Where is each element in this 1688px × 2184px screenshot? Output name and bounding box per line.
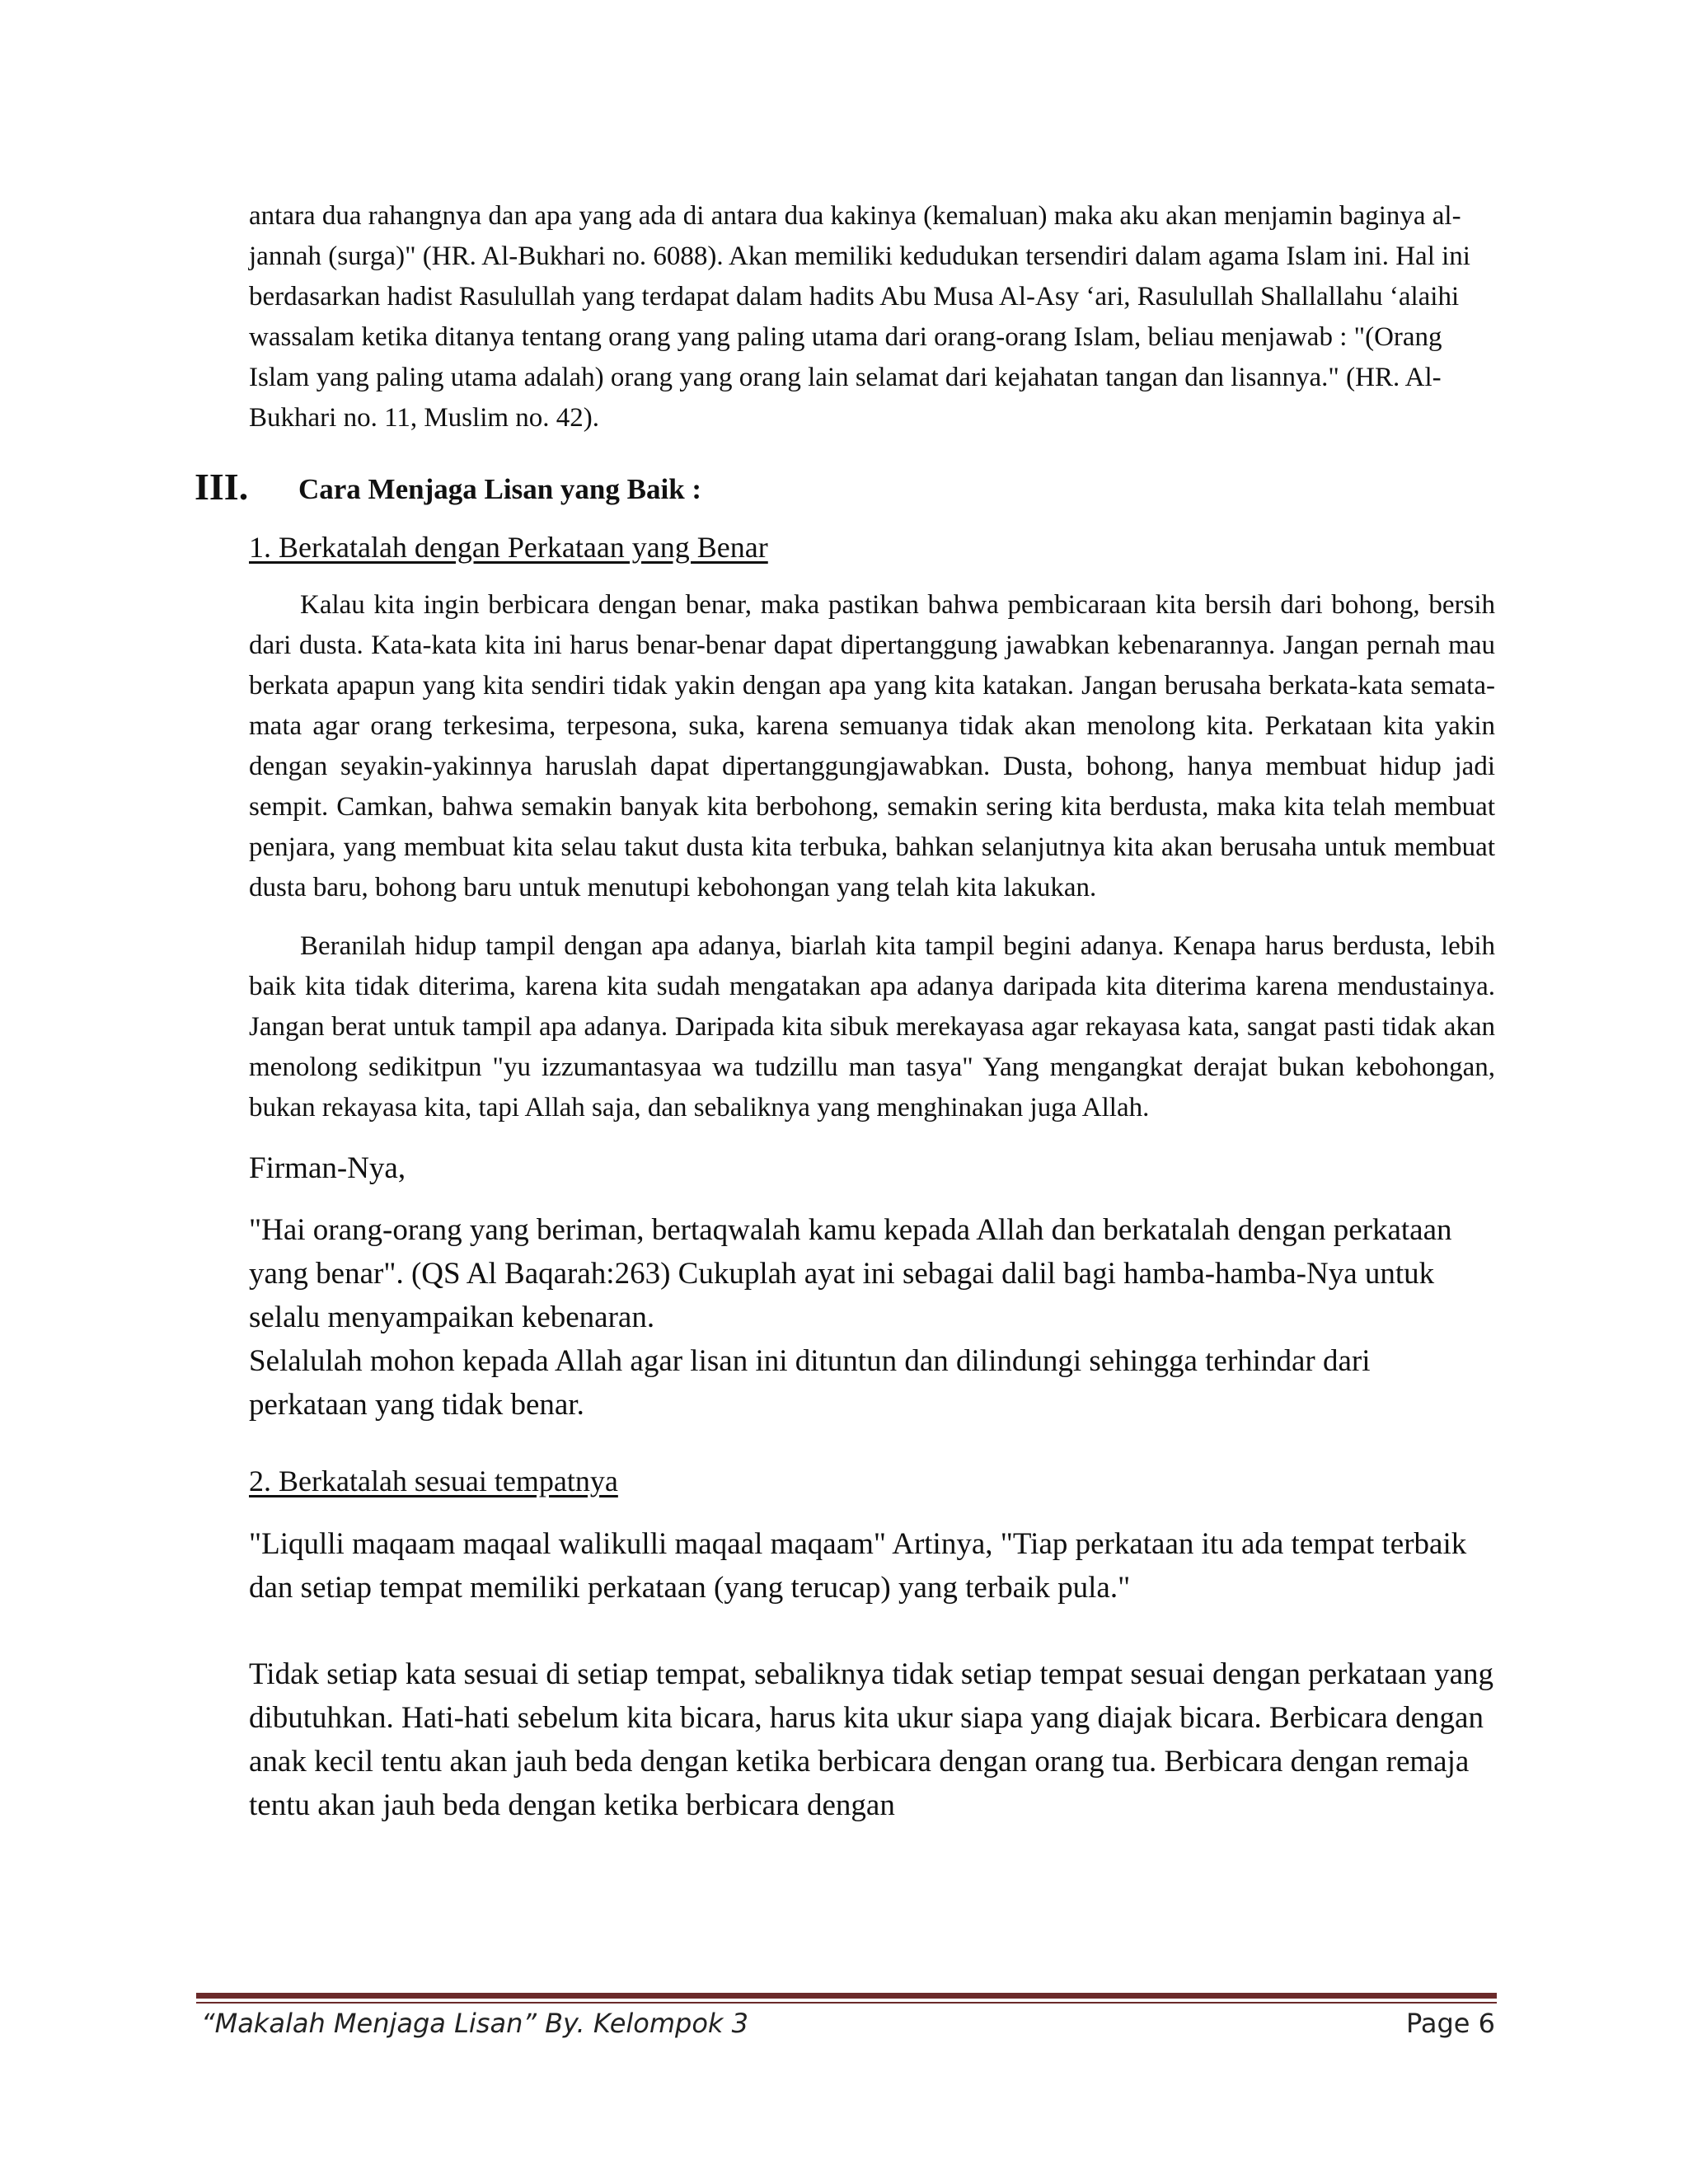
footer-rule-thick <box>196 1993 1497 1999</box>
section-heading <box>195 466 1495 521</box>
page-number: Page 6 <box>1406 2008 1495 2039</box>
footer-rule-thin <box>196 2002 1497 2004</box>
section-number: III. <box>195 466 249 508</box>
firman-line: Firman-Nya, <box>249 1151 406 1185</box>
footer-title: “Makalah Menjaga Lisan” By. Kelompok 3 <box>201 2008 748 2039</box>
page-content <box>195 196 1495 1827</box>
subsection-2-paragraph: Tidak setiap kata sesuai di setiap tempat, sebaliknya tidak setiap tempat sesuai dengan perkataan yang dibutuhkan. Hati-hati sebelum kita bicara, harus kita ukur siapa yang diajak bicara. Berbicara dengan anak kecil tentu akan jauh beda dengan ketika berbicara dengan orang tua. Berbicara dengan remaja tentu akan jauh beda dengan ketika berbicara dengan <box>249 1657 1494 1822</box>
prayer-paragraph: Selalulah mohon kepada Allah agar lisan ini dituntun dan dilindungi sehingga terhindar dari perkataan yang tidak benar. <box>249 1344 1371 1422</box>
subsection-1-paragraph-2: Beranilah hidup tampil dengan apa adanya, biarlah kita tampil begini adanya. Kenapa harus berdusta, lebih baik kita tidak diterima, karena kita sudah mengatakan apa adanya daripada kita diterima karena mendustainya. Jangan berat untuk tampil apa adanya. Daripada kita sibuk merekayasa agar rekayasa kata, sangat pasti tidak akan menolong sedikitpun "yu izzumantasyaa wa tudzillu man tasya" Yang mengangkat derajat bukan kebohongan, bukan rekayasa kita, tapi Allah saja, dan sebaliknya yang menghinakan juga Allah. <box>249 931 1495 1122</box>
subsection-2-proverb: "Liqulli maqaam maqaal walikulli maqaal maqaam" Artinya, "Tiap perkataan itu ada tempat terbaik dan setiap tempat memiliki perkataan (yang terucap) yang terbaik pula." <box>249 1527 1467 1605</box>
intro-paragraph: antara dua rahangnya dan apa yang ada di antara dua kakinya (kemaluan) maka aku akan menjamin baginya al-jannah (surga)" (HR. Al-Bukhari no. 6088). Akan memiliki kedudukan tersendiri dalam agama Islam ini. Hal ini berdasarkan hadist Rasulullah yang terdapat dalam hadits Abu Musa Al-Asy ‘ari, Rasulullah Shallallahu ‘alaihi wassalam ketika ditanya tentang orang yang paling utama dari orang-orang Islam, beliau menjawab : "(Orang Islam yang paling utama adalah) orang yang orang lain selamat dari kejahatan tangan dan lisannya." (HR. Al-Bukhari no. 11, Muslim no. 42). <box>249 201 1470 433</box>
section-title: Cara Menjaga Lisan yang Baik : <box>298 473 702 505</box>
quran-quote: "Hai orang-orang yang beriman, bertaqwalah kamu kepada Allah dan berkatalah dengan perkataan yang benar". (QS Al Baqarah:263) Cukuplah ayat ini sebagai dalil bagi hamba-hamba-Nya untuk selalu menyampaikan kebenaran. <box>249 1213 1452 1334</box>
subsection-1-paragraph-1: Kalau kita ingin berbicara dengan benar, maka pastikan bahwa pembicaraan kita bersih dari bohong, bersih dari dusta. Kata-kata kita ini harus benar-benar dapat dipertanggung jawabkan kebenarannya. Jangan pernah mau berkata apapun yang kita sendiri tidak yakin dengan apa yang kita katakan. Jangan berusaha berkata-kata semata-mata agar orang terkesima, terpesona, suka, karena semuanya tidak akan menolong kita. Perkataan kita yakin dengan seyakin-yakinnya haruslah dapat dipertanggungjawabkan. Dusta, bohong, hanya membuat hidup jadi sempit. Camkan, bahwa semakin banyak kita berbohong, semakin sering kita berdusta, maka kita telah membuat penjara, yang membuat kita selau takut dusta kita terbuka, bahkan selanjutnya kita akan berusaha untuk membuat dusta baru, bohong baru untuk menutupi kebohongan yang telah kita lakukan. <box>249 590 1495 902</box>
subsection-2-heading: 2. Berkatalah sesuai tempatnya <box>249 1465 618 1497</box>
subsection-1-heading: 1. Berkatalah dengan Perkataan yang Benar <box>249 531 768 564</box>
